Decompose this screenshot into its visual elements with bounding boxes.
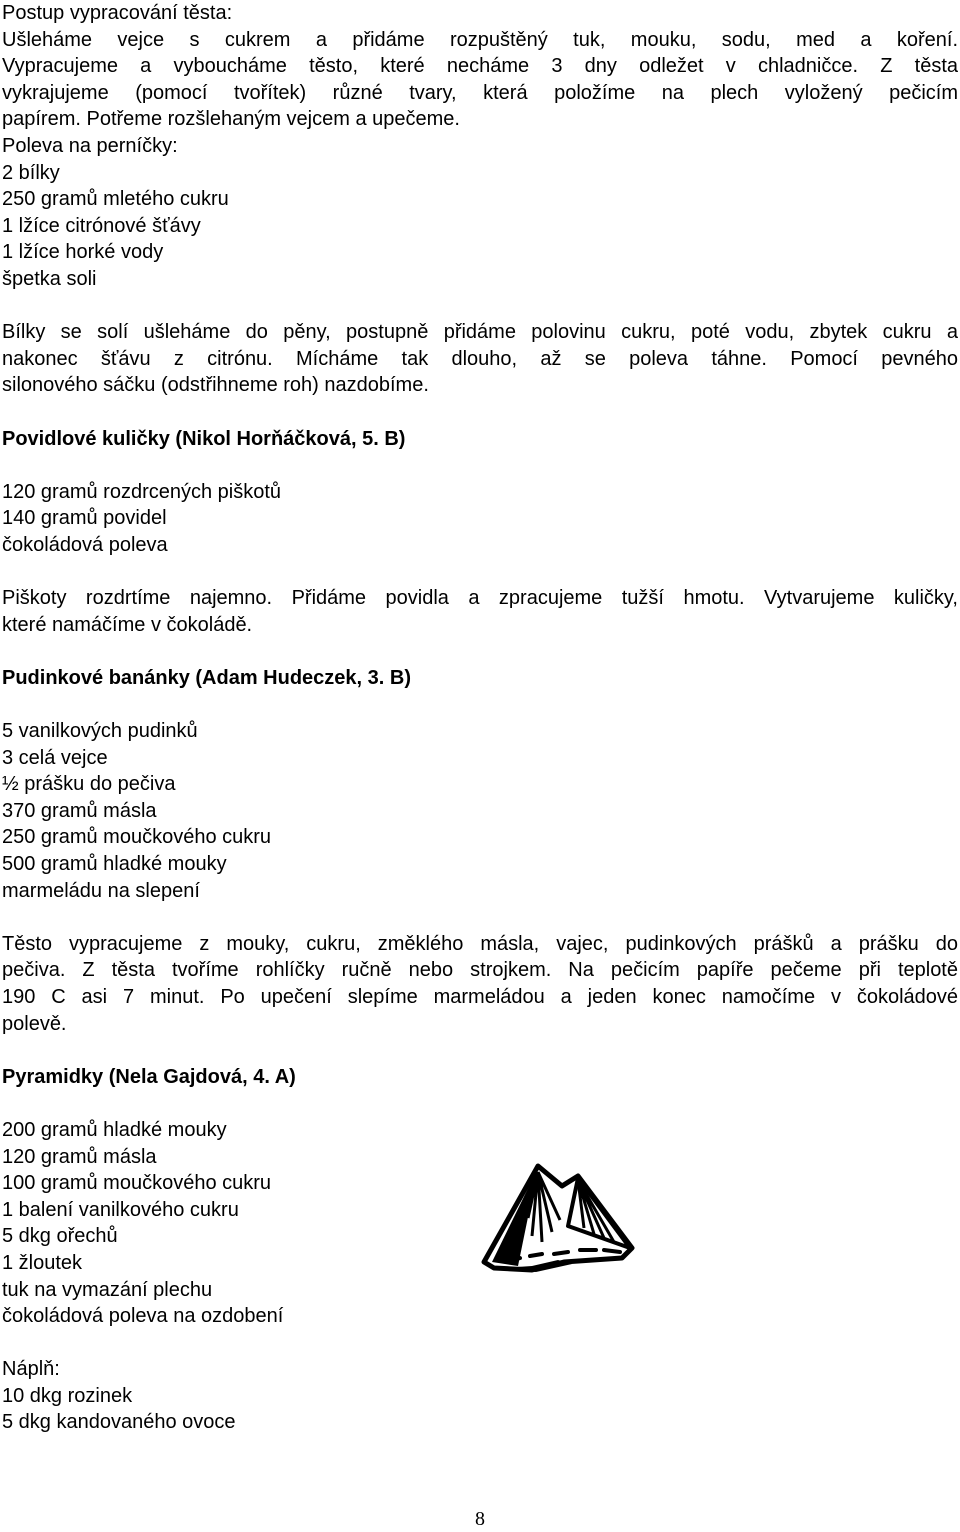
section-title-dough: Postup vypracování těsta: — [2, 2, 233, 24]
spacer — [2, 293, 958, 320]
pudinkove-text-line-3: 190 C asi 7 minut. Po upečení slepíme marmeládou a jeden konec namočíme v čokoládové — [2, 985, 958, 1008]
pudinkove-text-line-1: Těsto vypracujeme z mouky, cukru, změklého másla, vajec, pudinkových prášků a prášku do — [2, 932, 958, 955]
spacer — [2, 1330, 958, 1357]
spacer — [2, 1090, 958, 1117]
recipe-heading-pudinkove: Pudinkové banánky (Adam Hudeczek, 3. B) — [2, 666, 411, 689]
dough-text-line-1: Ušleháme vejce s cukrem a přidáme rozpuštěný tuk, mouku, sodu, med a koření. — [2, 28, 958, 51]
spacer — [2, 904, 958, 931]
ingredient-item: 1 žloutek — [2, 1251, 83, 1274]
dough-text-line-2: Vypracujeme a vyboucháme těsto, které necháme 3 dny odležet v chladničce. Z těsta — [2, 55, 958, 78]
ingredient-item: 2 bílky — [2, 161, 60, 184]
spacer — [2, 691, 958, 718]
ingredient-item: marmeládu na slepení — [2, 879, 200, 902]
ingredient-item: 1 lžíce horké vody — [2, 241, 164, 264]
ingredient-item: 100 gramů moučkového cukru — [2, 1172, 272, 1195]
povidlove-text-line-2: které namáčíme v čokoládě. — [2, 613, 253, 636]
ingredient-item: 5 vanilkových pudinků — [2, 720, 198, 743]
ingredient-item: 200 gramů hladké mouky — [2, 1118, 227, 1141]
ingredient-item: čokoládová poleva — [2, 533, 168, 556]
recipe-heading-povidlove: Povidlové kuličky (Nikol Horňáčková, 5. B) — [2, 427, 406, 450]
recipe-heading-pyramidky: Pyramidky (Nela Gajdová, 4. A) — [2, 1065, 296, 1088]
icing-text-line-1: Bílky se solí ušleháme do pěny, postupně přidáme polovinu cukru, poté vodu, zbytek cukru a — [2, 321, 958, 344]
ingredient-item: ½ prášku do pečiva — [2, 773, 176, 796]
ingredient-item: 1 lžíce citrónové šťávy — [2, 214, 201, 237]
icing-text-line-2: nakonec šťávu z citrónu. Mícháme tak dlouho, až se poleva táhne. Pomocí pevného — [2, 347, 958, 370]
pudinkove-text-line-2: pečiva. Z těsta tvoříme rohlíčky ručně nebo strojkem. Na pečicím papíře pečeme při teplotě — [2, 959, 958, 982]
povidlove-text-line-1: Piškoty rozdrtíme najemno. Přidáme povidla a zpracujeme tužší hmotu. Vytvarujeme kuličky, — [2, 587, 958, 610]
spacer — [2, 638, 958, 665]
section-title-icing: Poleva na perníčky: — [2, 134, 178, 157]
ingredient-item: 120 gramů rozdrcených piškotů — [2, 480, 282, 503]
spacer — [2, 399, 958, 426]
dough-text-line-4: papírem. Potřeme rozšlehaným vejcem a upečeme. — [2, 108, 460, 131]
ingredient-item: čokoládová poleva na ozdobení — [2, 1305, 284, 1328]
ingredient-item: 10 dkg rozinek — [2, 1384, 133, 1407]
dough-text-line-3: vykrajujeme (pomocí tvořítek) různé tvary, která položíme na plech vyložený pečicím — [2, 81, 958, 104]
icing-text-line-3: silonového sáčku (odstřihneme roh) nazdobíme. — [2, 374, 429, 397]
ingredient-item: 250 gramů moučkového cukru — [2, 826, 272, 849]
filling-title: Náplň: — [2, 1358, 60, 1381]
spacer — [2, 558, 958, 585]
ingredient-item: 5 dkg ořechů — [2, 1225, 118, 1248]
ingredient-item: 3 celá vejce — [2, 746, 108, 769]
ingredient-item: 1 balení vanilkového cukru — [2, 1198, 239, 1221]
ingredient-item: 5 dkg kandovaného ovoce — [2, 1411, 236, 1434]
ingredient-item: 500 gramů hladké mouky — [2, 853, 227, 875]
page-number: 8 — [475, 1508, 485, 1530]
spacer — [2, 452, 958, 479]
ingredient-item: tuk na vymazání plechu — [2, 1278, 213, 1301]
pudinkove-text-line-4: polevě. — [2, 1012, 67, 1035]
ingredient-item: 370 gramů másla — [2, 799, 157, 822]
pyramid-drawing-icon — [472, 1158, 642, 1276]
ingredient-item: špetka soli — [2, 267, 97, 290]
ingredient-item: 140 gramů povidel — [2, 507, 167, 530]
ingredient-item: 250 gramů mletého cukru — [2, 188, 229, 211]
ingredient-item: 120 gramů másla — [2, 1145, 157, 1168]
spacer — [2, 1037, 958, 1064]
